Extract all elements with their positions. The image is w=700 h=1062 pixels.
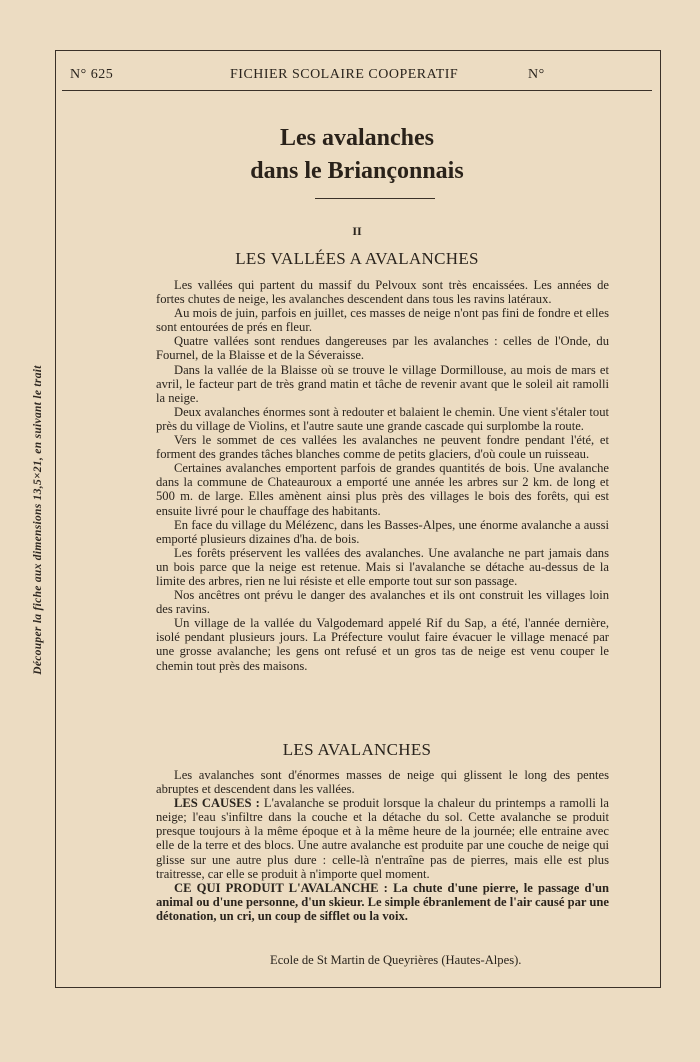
causes-text: L'avalanche se produit lorsque la chaleur du printemps a ramolli la neige; l'eau s'infiltre dans la couche et la détache du sol. Cette avalanche se produit presque toujours à la même époque et à la même heure de la journée; elle entraine avec elle de la terre et des blocs. Une autre avalanche est produite par une couche de neige qui glisse sur une autre plus dure : celle-là n'entraîne pas de pierres, mais elle est plus traitresse, car elle se produit à n'importe quel moment. bbox=[156, 796, 609, 881]
paragraph: Certaines avalanches emportent parfois de grandes quantités de bois. Une avalanche dans la commune de Chateauroux a emporté une année les arbres sur 2 km. de long et 500 m. de large. Elles amènent ainsi plus près des villages le bois des forêts, qui est ensuite livré pour le chauffage des habitants. bbox=[156, 461, 609, 518]
paragraph-trigger bbox=[156, 881, 609, 923]
section-valleys-body bbox=[156, 278, 609, 673]
paragraph: Au mois de juin, parfois en juillet, ces masses de neige n'ont pas fini de fondre et elles sont entourées de prés en fleur. bbox=[156, 306, 609, 335]
section-heading-avalanches: LES AVALANCHES bbox=[282, 740, 432, 759]
causes-label: LES CAUSES : bbox=[174, 796, 260, 811]
section-avalanches-body bbox=[156, 768, 609, 923]
section-heading-valleys: LES VALLÉES A AVALANCHES bbox=[235, 249, 479, 268]
paragraph: Dans la vallée de la Blaisse où se trouve le village Dormillouse, au mois de mars et avril, le facteur part de très grand matin et tâche de revenir avant que le soleil ait ramolli la neige. bbox=[156, 362, 609, 405]
paragraph: Les avalanches sont d'énormes masses de neige qui glissent le long des pentes abruptes et descendent dans les vallées. bbox=[156, 768, 609, 797]
trigger-label: CE QUI PRODUIT L'AVALANCHE : bbox=[174, 880, 388, 895]
page-title-line-2: dans le Briançonnais bbox=[250, 158, 464, 184]
paragraph: Les forêts préservent les vallées des avalanches. Une avalanche ne part jamais dans un bois parce que la neige est retenue. Mais si l'avalanche se détache au-dessus de la limite des arbres, rien ne lui résiste et elle emporte tout sur son passage. bbox=[156, 545, 609, 588]
school-signature: Ecole de St Martin de Queyrières (Hautes-Alpes). bbox=[270, 953, 522, 967]
paragraph: Deux avalanches énormes sont à redouter et balaient le chemin. Une vient s'étaler tout près du village de Violins, et l'autre saute une grande cascade qui surplombe la route. bbox=[156, 404, 609, 433]
page-title bbox=[62, 122, 652, 188]
paragraph: En face du village du Mélézenc, dans les Basses-Alpes, une énorme avalanche a aussi emporté plusieurs dizaines d'ha. de bois. bbox=[156, 517, 609, 546]
paragraph: Nos ancêtres ont prévu le danger des avalanches et ils ont construit les villages loin des ravins. bbox=[156, 588, 609, 617]
paragraph: Les vallées qui partent du massif du Pelvoux sont très encaissées. Les années de fortes chutes de neige, les avalanches descendent dans tous les ravins latéraux. bbox=[156, 278, 609, 307]
paragraph-causes bbox=[156, 796, 609, 881]
cut-instruction-text: Découper la fiche aux dimensions 13,5×21, en suivant le trait bbox=[32, 365, 44, 675]
title-divider bbox=[315, 198, 435, 199]
paragraph: Quatre vallées sont rendues dangereuses par les avalanches : celles de l'Onde, du Fournel, de la Blaisse et de la Séveraisse. bbox=[156, 334, 609, 363]
card-number: N° 625 bbox=[70, 67, 114, 82]
trigger-text: La chute d'une pierre, le passage d'un animal ou d'une personne, d'un skieur. Le simple ébranlement de l'air causé par une détonation, un cri, un coup de sifflet ou la voix. bbox=[156, 880, 609, 923]
paragraph: Vers le sommet de ces vallées les avalanches ne peuvent fondre pendant l'été, et forment des grandes tâches blanches comme de petits glaciers, d'où coule un ruisseau. bbox=[156, 433, 609, 462]
paragraph: Un village de la vallée du Valgodemard appelé Rif du Sap, a été, l'année dernière, isolé pendant plusieurs jours. La Préfecture voulut faire évacuer le village menacé par une grosse avalanche; les gens ont refusé et un gros tas de neige est venu couper le chemin tout près des maisons. bbox=[156, 616, 609, 673]
publication-title: FICHIER SCOLAIRE COOPERATIF bbox=[230, 67, 459, 82]
page-title-line-1: Les avalanches bbox=[279, 125, 434, 151]
card-header bbox=[62, 62, 652, 91]
secondary-number: N° bbox=[528, 67, 545, 82]
part-number: II bbox=[352, 224, 362, 238]
